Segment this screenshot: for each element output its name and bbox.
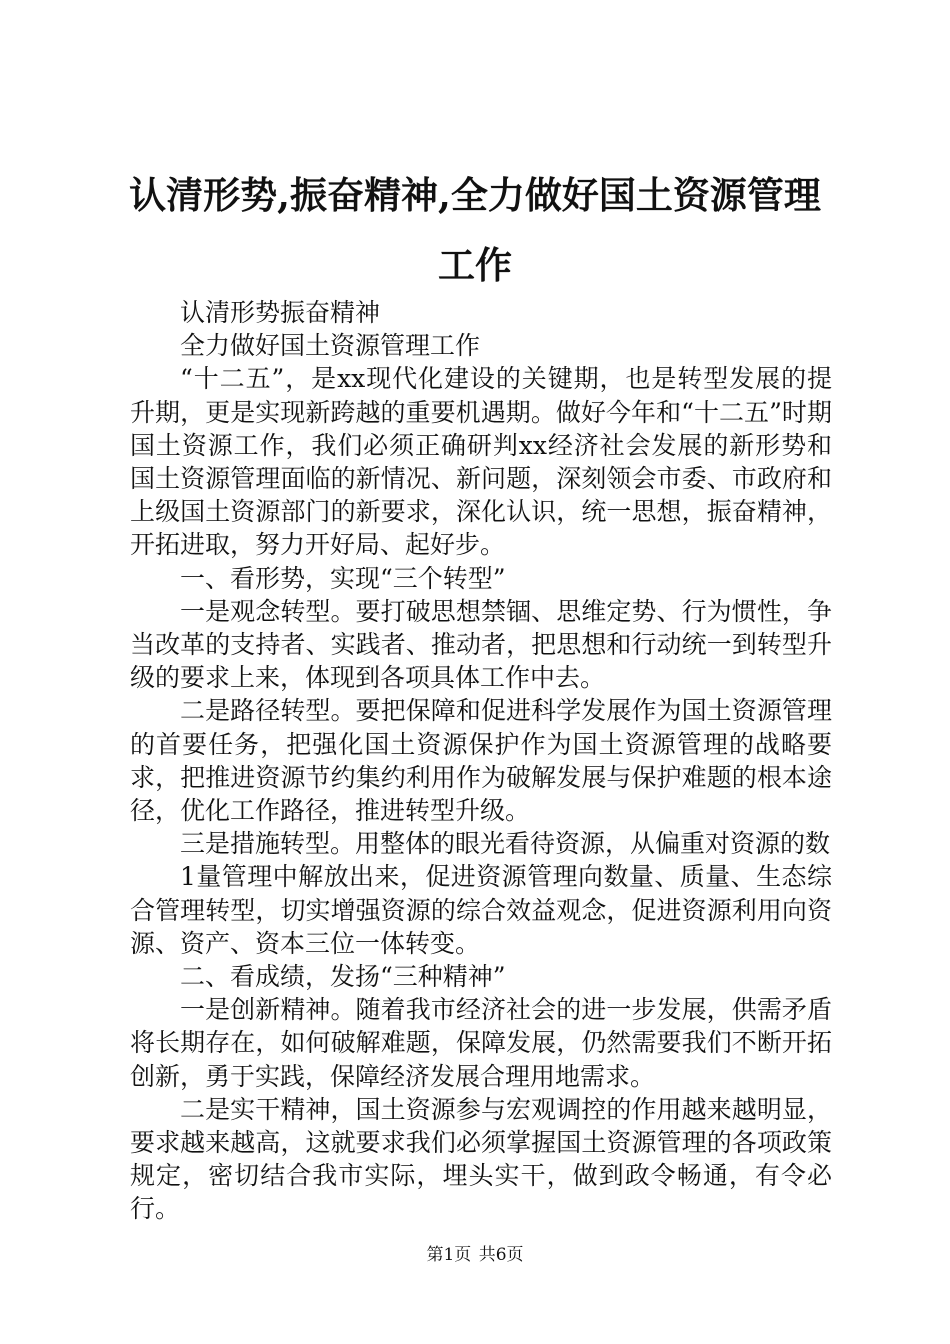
paragraph-measure-continued: 1量管理中解放出来，促进资源管理向数量、质量、生态综合管理转型，切实增强资源的综合效益观念，促进资源利用向资源、资产、资本三位一体转变。 [130,862,832,958]
document-title: 认清形势,振奋精神,全力做好国土资源管理工作 [129,173,821,287]
paragraph-concept-transformation: 一是观念转型。要打破思想禁锢、思维定势、行为惯性，争当改革的支持者、实践者、推动者，把思想和行动统一到转型升级的要求上来，体现到各项具体工作中去。 [130,596,832,693]
paragraph-innovation-spirit: 一是创新精神。随着我市经济社会的进一步发展，供需矛盾将长期存在，如何破解难题，保障发展，仍然需要我们不断开拓创新，勇于实践，保障经济发展合理用地需求。 [130,995,832,1091]
paragraph-measure-transformation: 三是措施转型。用整体的眼光看待资源，从偏重对资源的数 [180,829,831,859]
page-footer: 第1页 共6页 [426,1245,524,1265]
paragraph-path-transformation: 二是路径转型。要把保障和促进科学发展作为国土资源管理的首要任务，把强化国土资源保护作为国土资源管理的战略要求，把推进资源节约集约利用作为破解发展与保护难题的根本途径，优化工作路径，推进转型升级。 [130,696,832,826]
subtitle-line-2: 全力做好国土资源管理工作 [180,331,481,361]
intro-paragraph: “十二五”，是xx现代化建设的关键期，也是转型发展的提升期，更是实现新跨越的重要机遇期。做好今年和“十二五”时期国土资源工作，我们必须正确研判xx经济社会发展的新形势和国土资源管理面临的新情况、新问题，深刻领会市委、市政府和上级国土资源部门的新要求，深化认识，统一思想，振奋精神，开拓进取，努力开好局、起好步。 [130,364,832,560]
section-heading-2: 二、看成绩，发扬“三种精神” [180,962,506,992]
document-body [130,296,832,1226]
subtitle-line-1: 认清形势振奋精神 [180,298,381,327]
paragraph-practical-spirit: 二是实干精神，国土资源参与宏观调控的作用越来越明显，要求越来越高，这就要求我们必须掌握国土资源管理的各项政策规定，密切结合我市实际，埋头实干，做到政令畅通，有令必行。 [130,1094,832,1224]
section-heading-1: 一、看形势，实现“三个转型” [180,563,506,593]
